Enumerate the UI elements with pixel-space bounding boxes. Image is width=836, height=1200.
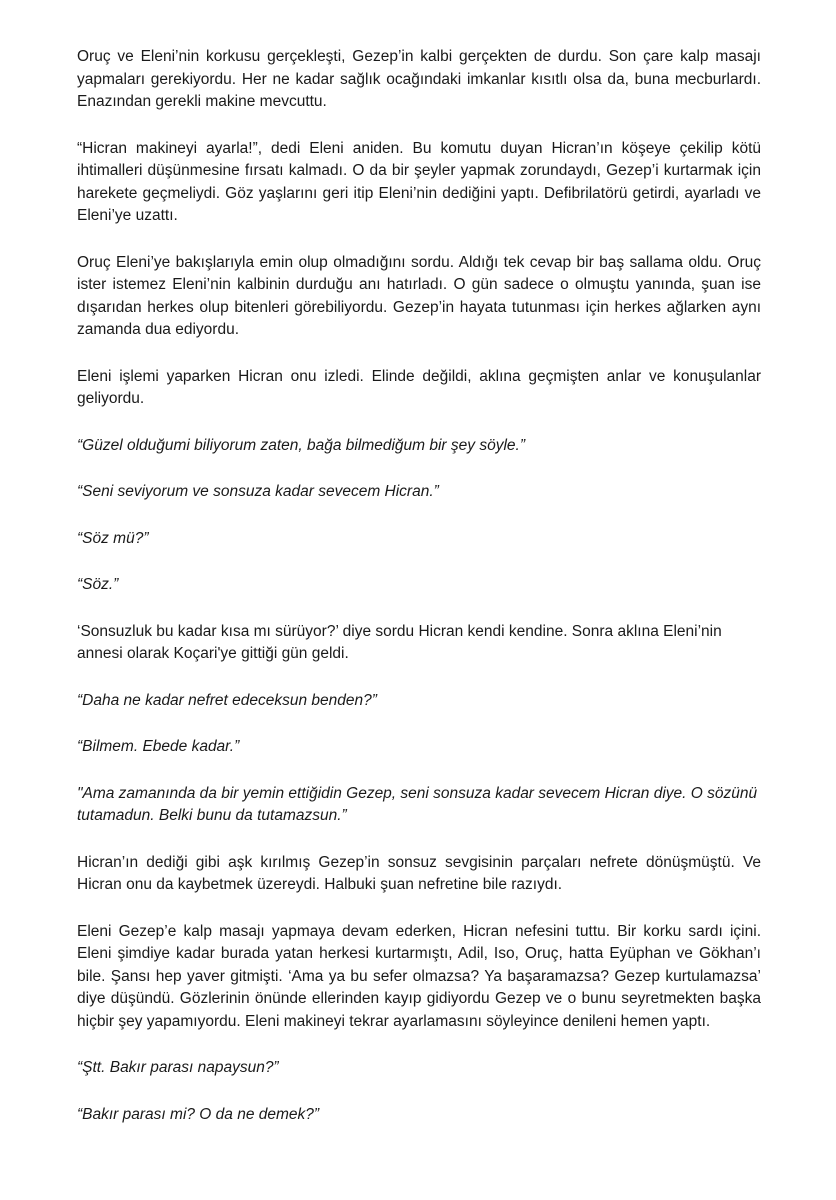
dialogue-line-2: “Seni seviyorum ve sonsuza kadar sevecem Hicran.” xyxy=(77,483,439,500)
dialogue-line-3: “Söz mü?” xyxy=(77,529,149,547)
paragraph-2: “Hicran makineyi ayarla!”, dedi Eleni aniden. Bu komutu duyan Hicran’ın köşeye çekilip kötü ihtimalleri düşünmesine fırsatı kalmadı. O da bir şeyler yapmak zorundaydı, Gezep’i kurtarmak için harekete geçmeliydi. Göz yaşlarını geri itip Eleni’nin dediğini yaptı. Defibrilatörü getirdi, ayarladı ve Eleni’ye uzattı. xyxy=(77,139,761,224)
dialogue-line-5: “Daha ne kadar nefret edeceksun benden?” xyxy=(77,691,377,709)
paragraph-4: Eleni işlemi yaparken Hicran onu izledi. Elinde değildi, aklına geçmişten anlar ve konuşulanlar geliyordu. xyxy=(77,367,761,407)
paragraph-5: ‘Sonsuzluk bu kadar kısa mı sürüyor?’ diye sordu Hicran kendi kendine. Sonra aklına Eleni’nin annesi olarak Koçari'ye gittiği gün geldi. xyxy=(77,622,722,662)
dialogue-line-1: “Güzel olduğumi biliyorum zaten, bağa bilmediğum bir şey söyle.” xyxy=(77,436,525,454)
dialogue-line-9: “Bakır parası mi? O da ne demek?” xyxy=(77,1105,320,1123)
dialogue-line-6: “Bilmem. Ebede kadar.” xyxy=(77,738,240,755)
dialogue-line-7: "Ama zamanında da bir yemin ettiğidin Gezep, seni sonsuza kadar sevecem Hicran diye. O sözünü tutamadun. Belki bunu da tutamazsun.” xyxy=(77,784,758,824)
dialogue-line-8: “Ştt. Bakır parası napaysun?” xyxy=(77,1059,279,1076)
paragraph-1: Oruç ve Eleni’nin korkusu gerçekleşti, Gezep’in kalbi gerçekten de durdu. Son çare kalp masajı yapmaları gerekiyordu. Her ne kadar sağlık ocağındaki imkanlar kısıtlı olsa da, buna mecburlardı. Enazından gerekli makine mevcuttu. xyxy=(77,48,761,110)
paragraph-6: Hicran’ın dediği gibi aşk kırılmış Gezep’in sonsuz sevgisinin parçaları nefrete dönüşmüştü. Ve Hicran onu da kaybetmek üzereydi. Halbuki şuan nefretine bile razıydı. xyxy=(77,853,761,893)
document-page xyxy=(77,46,761,1150)
dialogue-line-4: “Söz.” xyxy=(77,576,119,593)
paragraph-3: Oruç Eleni’ye bakışlarıyla emin olup olmadığını sordu. Aldığı tek cevap bir baş sallama oldu. Oruç ister istemez Eleni’nin kalbinin durduğu anı hatırladı. O gün sadece o olmuştu yanında, şuan ise dışarıdan herkes olup bitenleri görebiliyordu. Gezep’in hayata tutunması için herkes ağlarken aynı zamanda dua ediyordu. xyxy=(77,253,761,338)
paragraph-7: Eleni Gezep’e kalp masajı yapmaya devam ederken, Hicran nefesini tuttu. Bir korku sardı içini. Eleni şimdiye kadar burada yatan herkesi kurtarmıştı, Adil, Iso, Oruç, hatta Eyüphan ve Gökhan’ı bile. Şansı hep yaver gitmişti. ‘Ama ya bu sefer olmazsa? Ya başaramazsa? Gezep kurtulamazsa’ diye düşündü. Gözlerinin önünde ellerinden kayıp gidiyordu Gezep ve o bunu seyretmekten başka hiçbir şey yapamıyordu. Eleni makineyi tekrar ayarlamasını söyleyince denileni hemen yaptı. xyxy=(77,922,761,1030)
